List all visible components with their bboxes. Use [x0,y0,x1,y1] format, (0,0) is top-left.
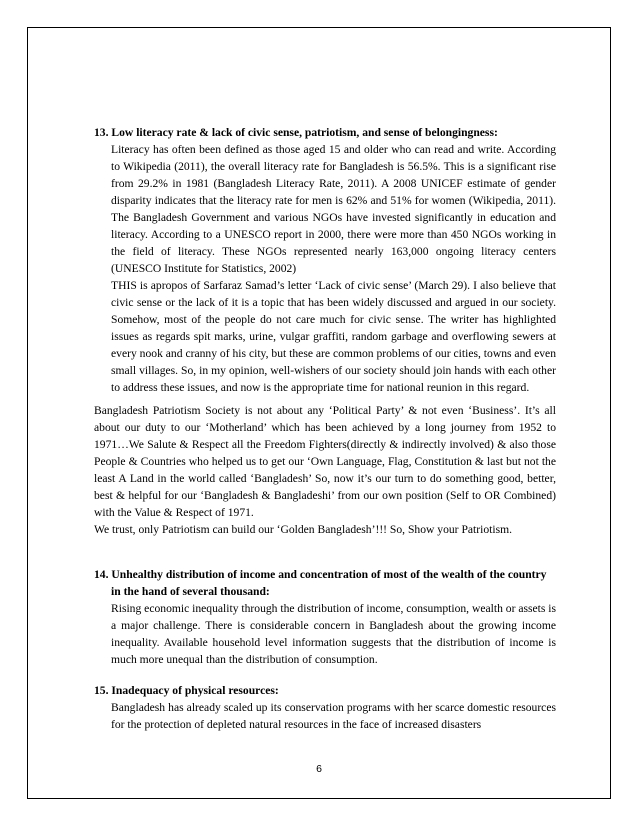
section-13-heading: 13. Low literacy rate & lack of civic sense, patriotism, and sense of belongingness: [94,126,498,139]
section-13 [94,124,556,396]
income-inequality-paragraph: Rising economic inequality through the distribution of income, consumption, wealth or assets is a major challenge. There is considerable concern in Bangladesh about the growing income inequality. Available household level information suggests that the distribution of income is much more unequal than the distribution of consumption. [111,602,557,666]
section-14-heading: 14. Unhealthy distribution of income and concentration of most of the wealth of the country in the hand of several thousand: [94,568,547,598]
civic-sense-paragraph: THIS is apropos of Sarfaraz Samad’s letter ‘Lack of civic sense’ (March 29). I also believe that civic sense or the lack of it is a topic that has been widely discussed and argued in our society. Somehow, most of the people do not care much for civic sense. The writer has highlighted issues as regards spit marks, urine, vulgar graffiti, random garbage and overflowing sewers at every nook and cranny of his city, but these are common problems of our cities, towns and even small villages. So, in my opinion, well-wishers of our society should join hands with each other to address these issues, and now is the appropriate time for national reunion in this regard. [111,279,556,394]
section-14-body [94,600,556,668]
literacy-paragraph: Literacy has often been defined as those aged 15 and older who can read and write. According to Wikipedia (2011), the overall literacy rate for Bangladesh is 56.5%. This is a significant rise from 29.2% in 1981 (Bangladesh Literacy Rate, 2011). A 2008 UNICEF estimate of gender disparity indicates that the literacy rate for men is 62% and 51% for women (Wikipedia, 2011). The Bangladesh Government and various NGOs have invested significantly in education and literacy. According to a UNESCO report in 2000, there were more than 450 NGOs working in the field of literacy. These NGOs represented nearly 163,000 ongoing literacy centers (UNESCO Institute for Statistics, 2002) [111,143,556,275]
section-15 [94,682,556,733]
patriotism-paragraph: Bangladesh Patriotism Society is not about any ‘Political Party’ & not even ‘Business’. It’s all about our duty to our ‘Motherland’ which has been achieved by a long journey from 1952 to 1971…We Salute & Respect all the Freedom Fighters(directly & indirectly involved) & also those People & Countries who helped us to get our ‘Own Language, Flag, Constitution & last but not the least A Land in the world called ‘Bangladesh’ So, now it’s our turn to do something good, better, best & helpful for our ‘Bangladesh & Bangladeshi’ from our own position (Self to OR Combined) with the Value & Respect of 1971. [94,404,556,519]
page-number: 6 [316,763,322,775]
physical-resources-paragraph: Bangladesh has already scaled up its conservation programs with her scarce domestic resources for the protection of depleted natural resources in the face of increased disasters [111,701,556,731]
section-14 [94,566,556,668]
page-content [94,124,556,733]
section-15-body [94,699,556,733]
section-15-heading: 15. Inadequacy of physical resources: [94,684,279,697]
section-13-body [94,141,556,396]
trust-line: We trust, only Patriotism can build our ‘Golden Bangladesh’!!! So, Show your Patriotism. [94,523,513,536]
